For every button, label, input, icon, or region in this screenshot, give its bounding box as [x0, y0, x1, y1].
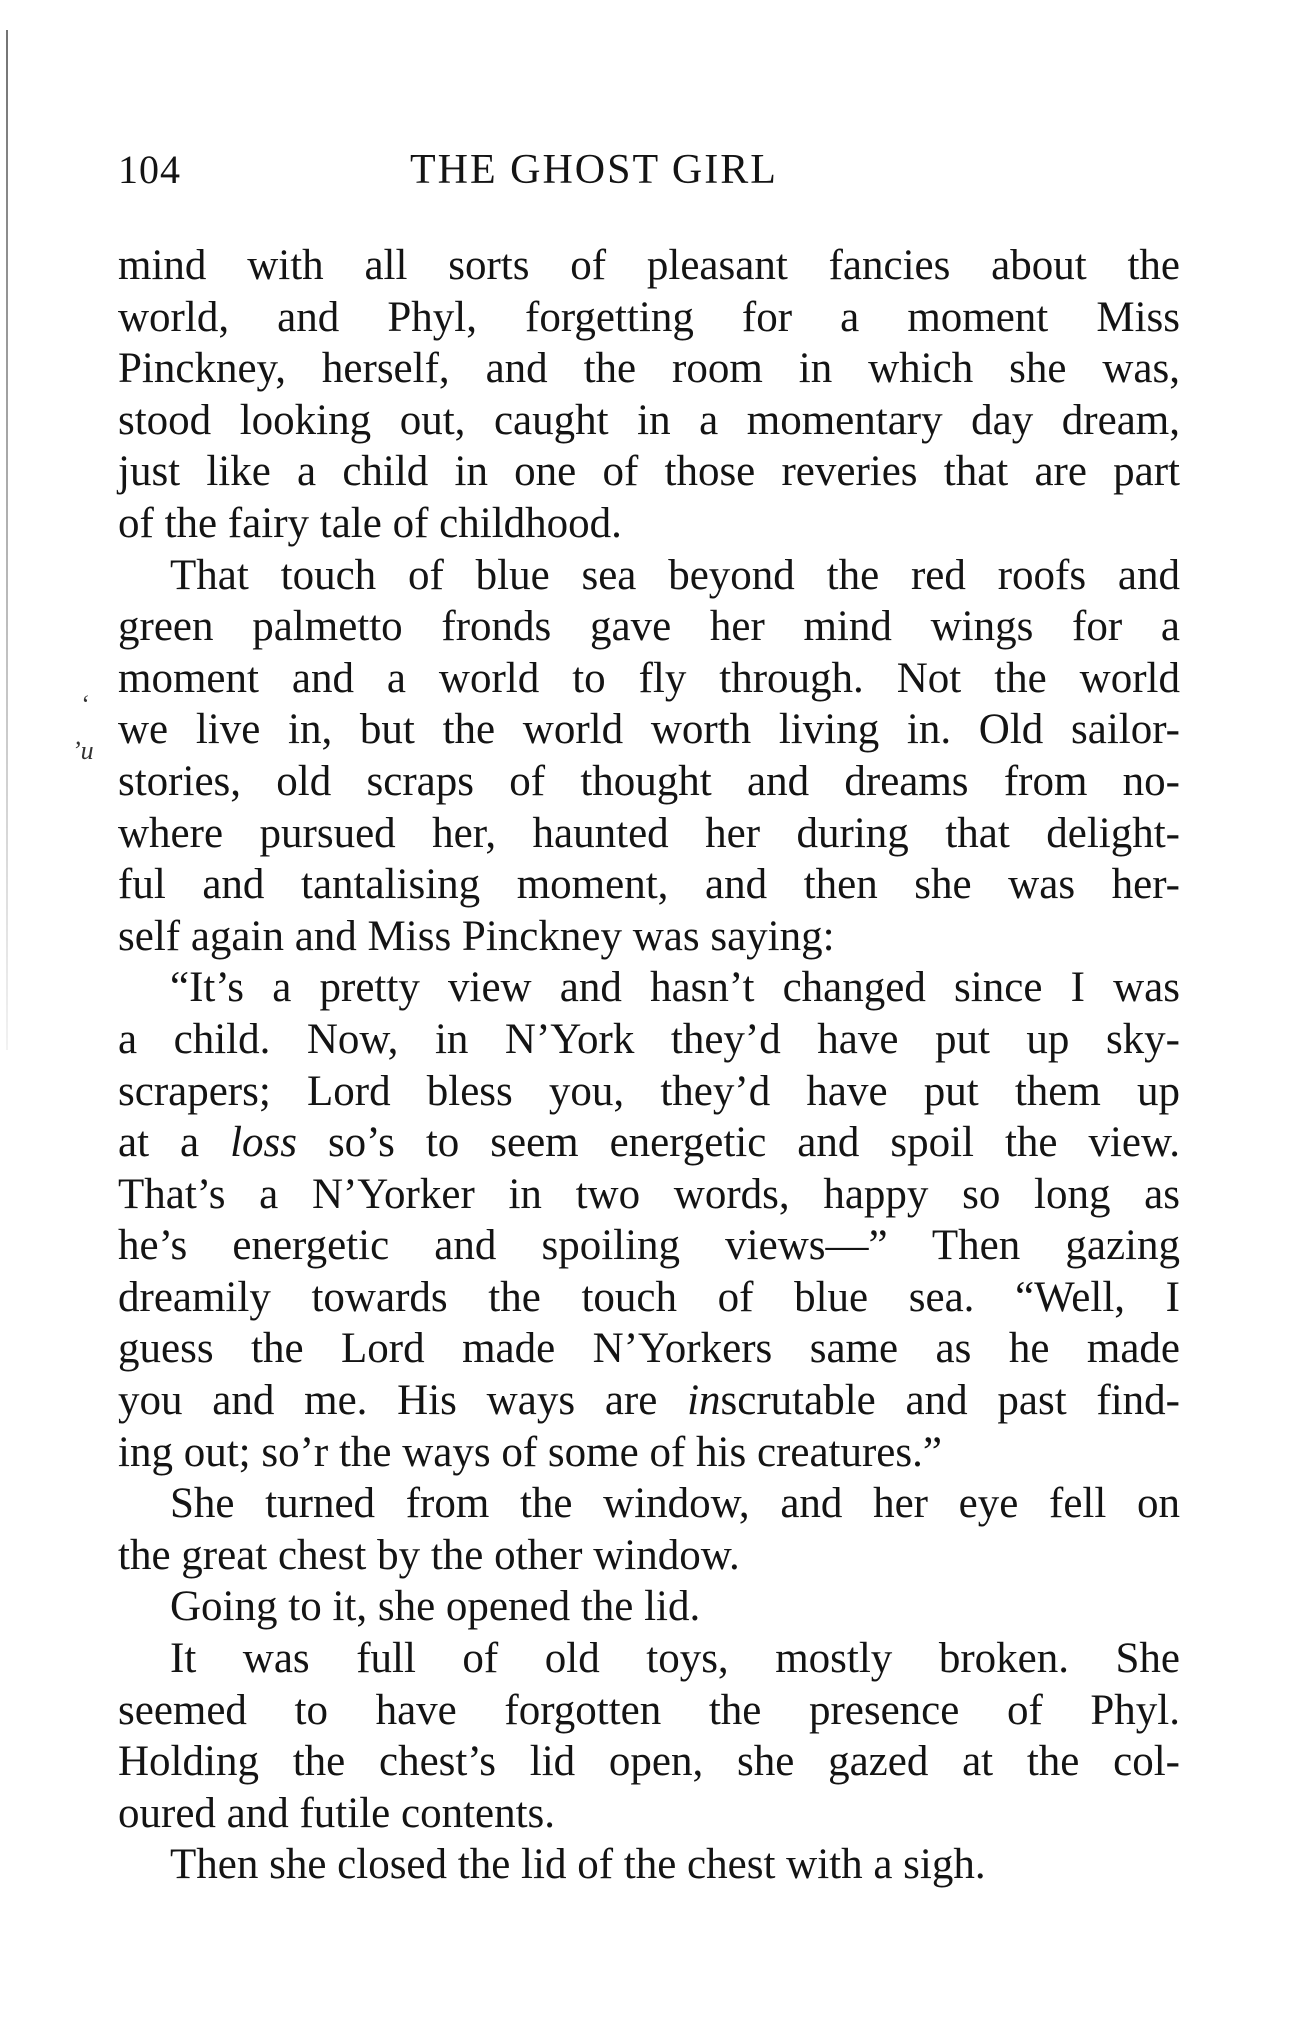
paragraph: [118, 550, 1180, 963]
paragraph: [118, 1478, 1180, 1581]
text-line: scrapers; Lord bless you, they’d have put them up: [118, 1067, 1180, 1115]
text-line: That’s a N’Yorker in two words, happy so long as: [118, 1170, 1180, 1218]
text-line: just like a child in one of those reveries that are part: [118, 448, 1180, 496]
text-line: stories, old scraps of thought and dreams from no-: [118, 757, 1180, 805]
text-line: green palmetto fronds gave her mind wings for a: [118, 603, 1180, 651]
text-line: you and me. His ways are inscrutable and past find-: [118, 1377, 1180, 1425]
text-line: “It’s a pretty view and hasn’t changed since I was: [170, 964, 1180, 1012]
body-text: [118, 240, 1180, 1891]
text-line: at a loss so’s to seem energetic and spoil the view.: [118, 1119, 1181, 1167]
text-line: She turned from the window, and her eye fell on: [170, 1480, 1180, 1528]
margin-mark: ‘: [80, 690, 89, 719]
text-line: Pinckney, herself, and the room in which she was,: [118, 345, 1180, 393]
text-line: Going to it, she opened the lid.: [170, 1583, 701, 1631]
text-line: world, and Phyl, forgetting for a moment Miss: [118, 293, 1180, 341]
text-line: ful and tantalising moment, and then she was her-: [118, 861, 1180, 909]
text-line: dreamily towards the touch of blue sea. “Well, I: [118, 1273, 1180, 1321]
paragraph: [118, 1839, 1180, 1891]
text-line: That touch of blue sea beyond the red roofs and: [170, 551, 1180, 599]
text-line: he’s energetic and spoiling views—” Then gazing: [118, 1222, 1180, 1270]
text-line: ing out; so’r the ways of some of his creatures.”: [118, 1428, 942, 1476]
text-line: self again and Miss Pinckney was saying:: [118, 912, 835, 960]
text-line: oured and futile contents.: [118, 1789, 556, 1837]
text-line: moment and a world to fly through. Not the world: [118, 654, 1180, 702]
text-line: a child. Now, in N’York they’d have put up sky-: [118, 1015, 1180, 1063]
scan-edge-shadow: [6, 30, 8, 1050]
text-line: of the fairy tale of childhood.: [118, 499, 622, 547]
text-line: Then she closed the lid of the chest with a sigh.: [170, 1841, 986, 1889]
paragraph: [118, 240, 1180, 550]
page-number: 104: [118, 147, 181, 192]
emphasis: in: [687, 1377, 721, 1425]
text-line: guess the Lord made N’Yorkers same as he made: [118, 1325, 1180, 1373]
paragraph: [118, 1633, 1180, 1839]
text-line: where pursued her, haunted her during that delight-: [118, 809, 1180, 857]
text-line: the great chest by the other window.: [118, 1531, 740, 1579]
text-line: we live in, but the world worth living in. Old sailor-: [118, 706, 1180, 754]
emphasis: loss: [230, 1119, 297, 1167]
text-line: It was full of old toys, mostly broken. She: [170, 1635, 1180, 1683]
paragraph: [118, 962, 1180, 1478]
margin-mark: ʼи: [72, 736, 94, 765]
text-line: Holding the chest’s lid open, she gazed at the col-: [118, 1738, 1180, 1786]
paragraph: [118, 1581, 1180, 1633]
text-line: mind with all sorts of pleasant fancies about the: [118, 242, 1180, 289]
text-line: stood looking out, caught in a momentary day dream,: [118, 396, 1180, 444]
running-title: THE GHOST GIRL: [410, 147, 778, 193]
text-line: seemed to have forgotten the presence of Phyl.: [118, 1686, 1180, 1734]
page-header: [118, 140, 1180, 200]
